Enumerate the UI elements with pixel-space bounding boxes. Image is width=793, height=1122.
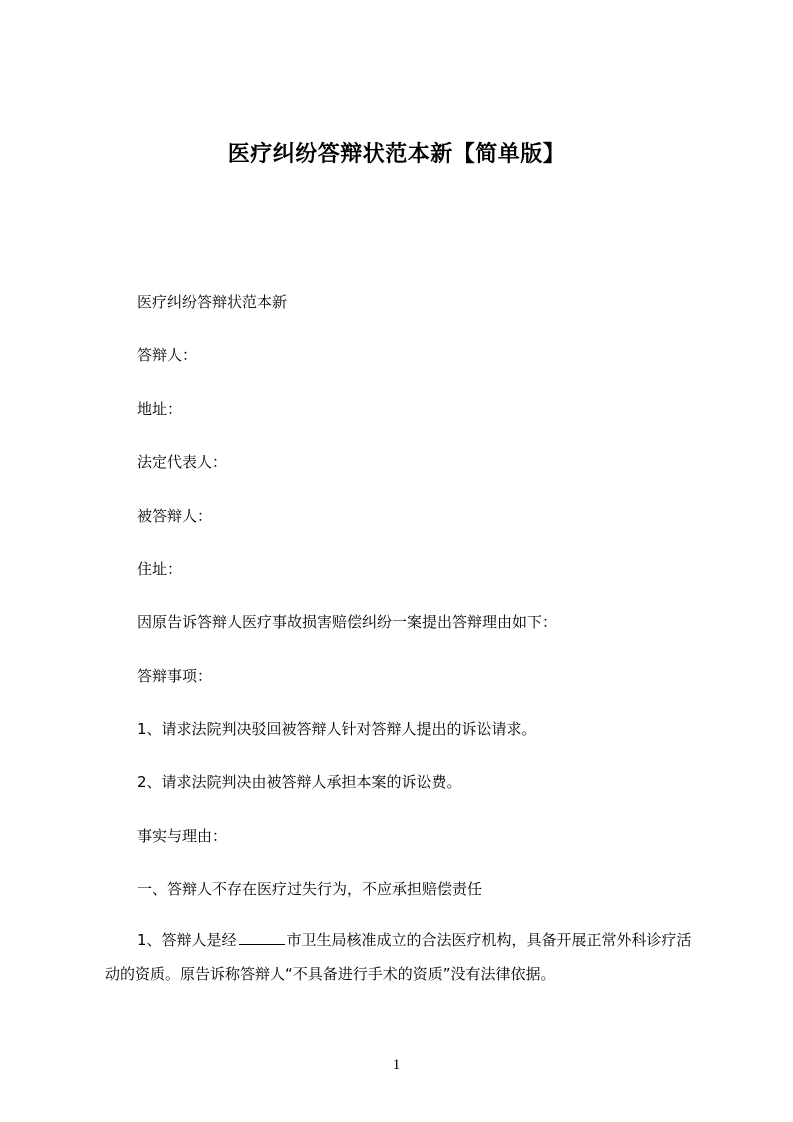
section-one-paragraph [105,923,705,991]
address-label: 地址： [137,400,183,418]
facts-reasons-heading: 事实与理由： [137,827,228,845]
defense-item-2: 2、请求法院判决由被答辩人承担本案的诉讼费。 [137,773,462,791]
defense-items-heading: 答辩事项： [137,667,213,685]
legal-representative-label: 法定代表人： [137,453,228,471]
residence-label: 住址： [137,560,183,578]
intro-statement: 因原告诉答辩人医疗事故损害赔偿纠纷一案提出答辩理由如下： [137,613,558,631]
subtitle-line: 医疗纠纷答辩状范本新 [137,293,288,311]
section-one-heading: 一、答辩人不存在医疗过失行为，不应承担赔偿责任 [137,880,483,898]
document-title: 医疗纠纷答辩状范本新【简单版】 [227,142,566,167]
page-number: 1 [392,1057,401,1073]
blank-underline [239,930,285,945]
defendant-respondent-label: 被答辩人： [137,507,213,525]
defense-item-1: 1、请求法院判决驳回被答辩人针对答辩人提出的诉讼请求。 [137,720,537,738]
respondent-label: 答辩人： [137,346,198,364]
paragraph-text-start: 1、答辩人是经 [137,931,237,949]
paragraph-text-rest: 市卫生局核准成立的合法医疗机构，具备开展正常外科诊疗活动的资质。原告诉称答辩人“不具备进行手术的资质”没有法律依据。 [105,931,692,983]
